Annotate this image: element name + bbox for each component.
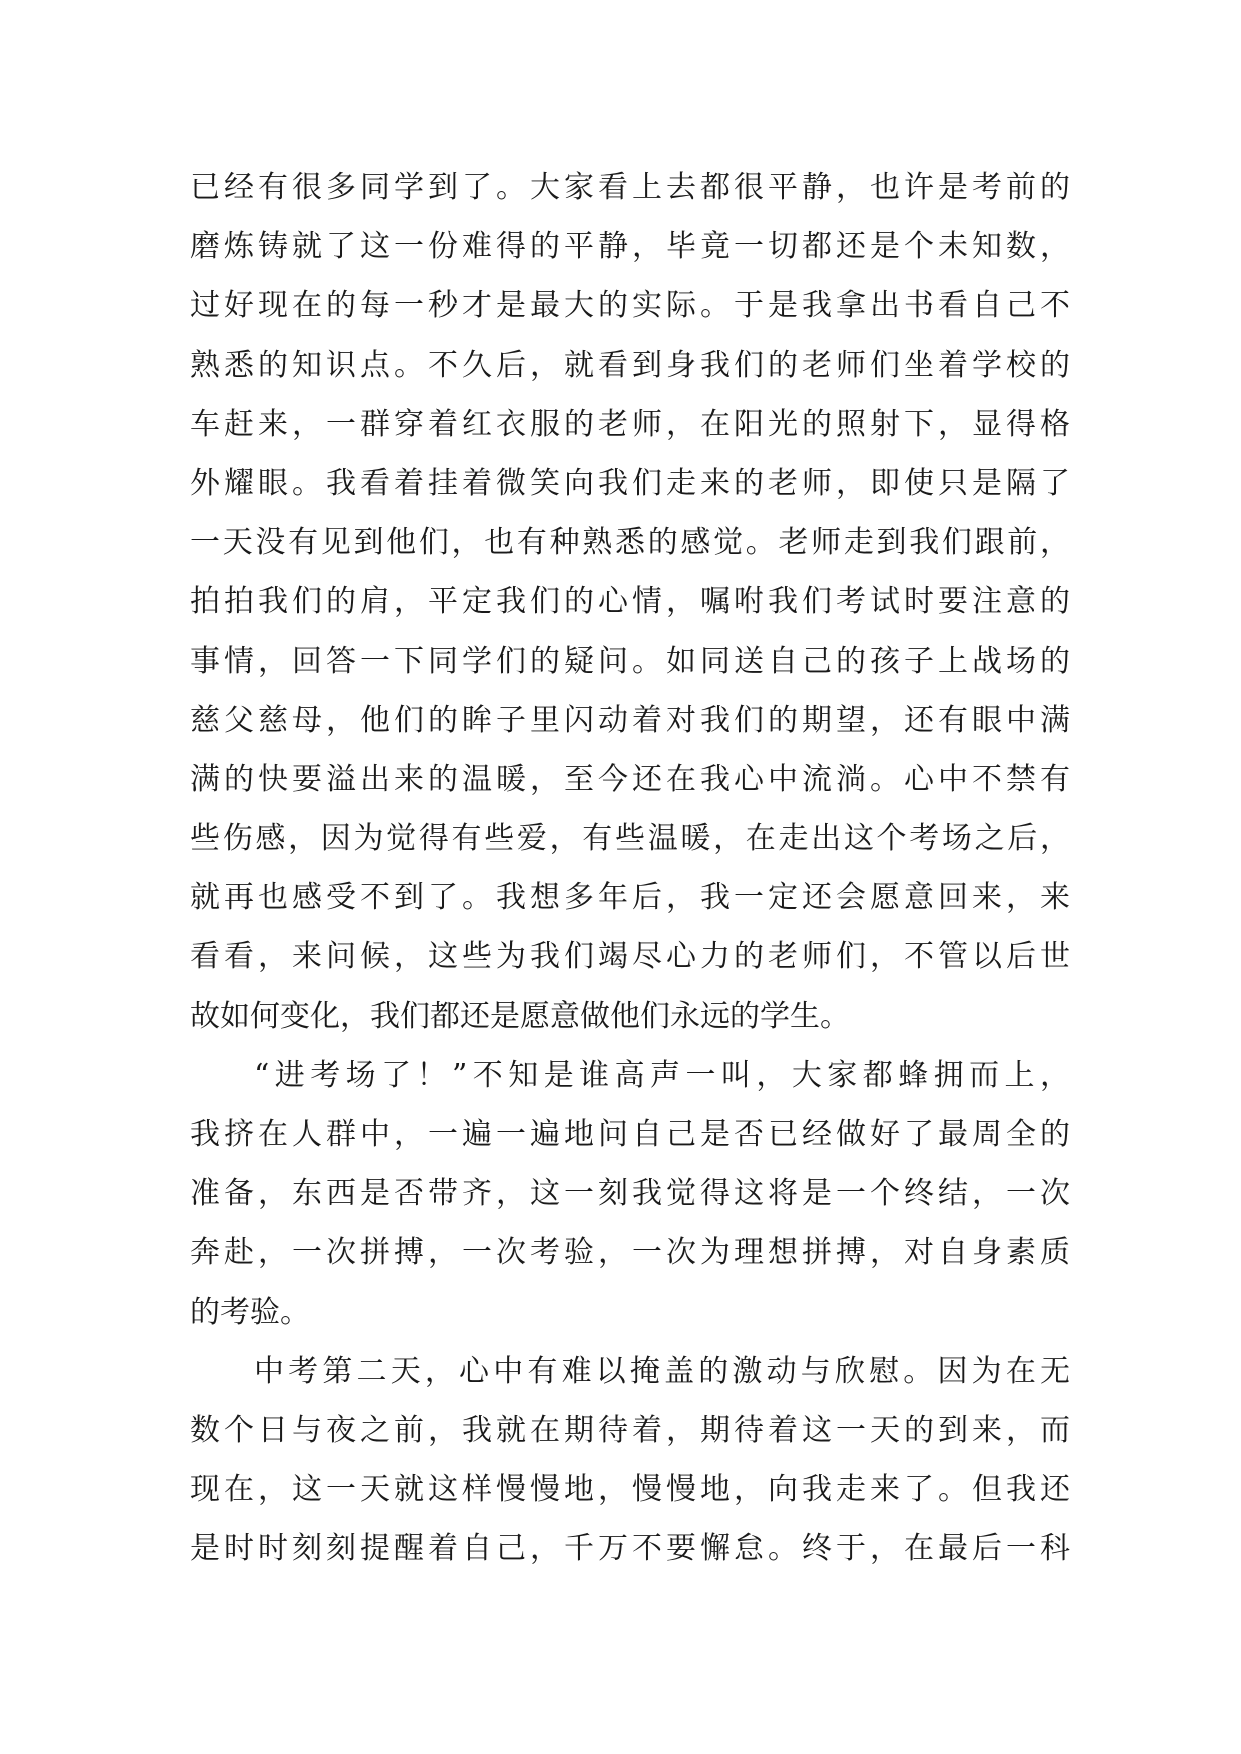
- text-line: 磨炼铸就了这一份难得的平静，毕竟一切都还是个未知数，: [190, 229, 1070, 265]
- paragraph-end-line: 的考验。: [190, 1294, 310, 1330]
- text-line: 就再也感受不到了。我想多年后，我一定还会愿意回来，来: [190, 880, 1070, 916]
- text-line: 已经有很多同学到了。大家看上去都很平静，也许是考前的: [190, 170, 1070, 205]
- text-line: 一天没有见到他们，也有种熟悉的感觉。老师走到我们跟前，: [190, 525, 1070, 561]
- text-line: 现在，这一天就这样慢慢地，慢慢地，向我走来了。但我还: [190, 1472, 1070, 1508]
- text-line: 满的快要溢出来的温暖，至今还在我心中流淌。心中不禁有: [190, 761, 1070, 797]
- paragraph-start-line: 中考第二天，心中有难以掩盖的激动与欣慰。因为在无: [254, 1353, 1070, 1389]
- text-line: 数个日与夜之前，我就在期待着，期待着这一天的到来，而: [190, 1412, 1070, 1448]
- text-line: 事情，回答一下同学们的疑问。如同送自己的孩子上战场的: [190, 643, 1070, 679]
- body-text: [190, 158, 1070, 1579]
- text-line: 看看，来问候，这些为我们竭尽心力的老师们，不管以后世: [190, 939, 1070, 975]
- text-line: 外耀眼。我看着挂着微笑向我们走来的老师，即使只是隔了: [190, 465, 1070, 501]
- text-line: 车赶来，一群穿着红衣服的老师，在阳光的照射下，显得格: [190, 406, 1070, 442]
- text-line: 慈父慈母，他们的眸子里闪动着对我们的期望，还有眼中满: [190, 702, 1070, 738]
- text-line: 熟悉的知识点。不久后，就看到身我们的老师们坐着学校的: [190, 347, 1070, 383]
- text-line: 我挤在人群中，一遍一遍地问自己是否已经做好了最周全的: [190, 1117, 1070, 1152]
- text-line: 准备，东西是否带齐，这一刻我觉得这将是一个终结，一次: [190, 1176, 1070, 1212]
- text-line: 是时时刻刻提醒着自己，千万不要懈怠。终于，在最后一科: [190, 1531, 1070, 1567]
- text-line: 些伤感，因为觉得有些爱，有些温暖，在走出这个考场之后，: [190, 821, 1070, 857]
- text-line: 过好现在的每一秒才是最大的实际。于是我拿出书看自己不: [190, 288, 1070, 324]
- paragraph-start-line: “进考场了！”不知是谁高声一叫，大家都蜂拥而上，: [254, 1057, 1070, 1093]
- text-line: 奔赴，一次拼搏，一次考验，一次为理想拼搏，对自身素质: [190, 1235, 1070, 1271]
- text-line: 拍拍我们的肩，平定我们的心情，嘱咐我们考试时要注意的: [190, 584, 1070, 620]
- paragraph-end-line: 故如何变化，我们都还是愿意做他们永远的学生。: [190, 998, 850, 1034]
